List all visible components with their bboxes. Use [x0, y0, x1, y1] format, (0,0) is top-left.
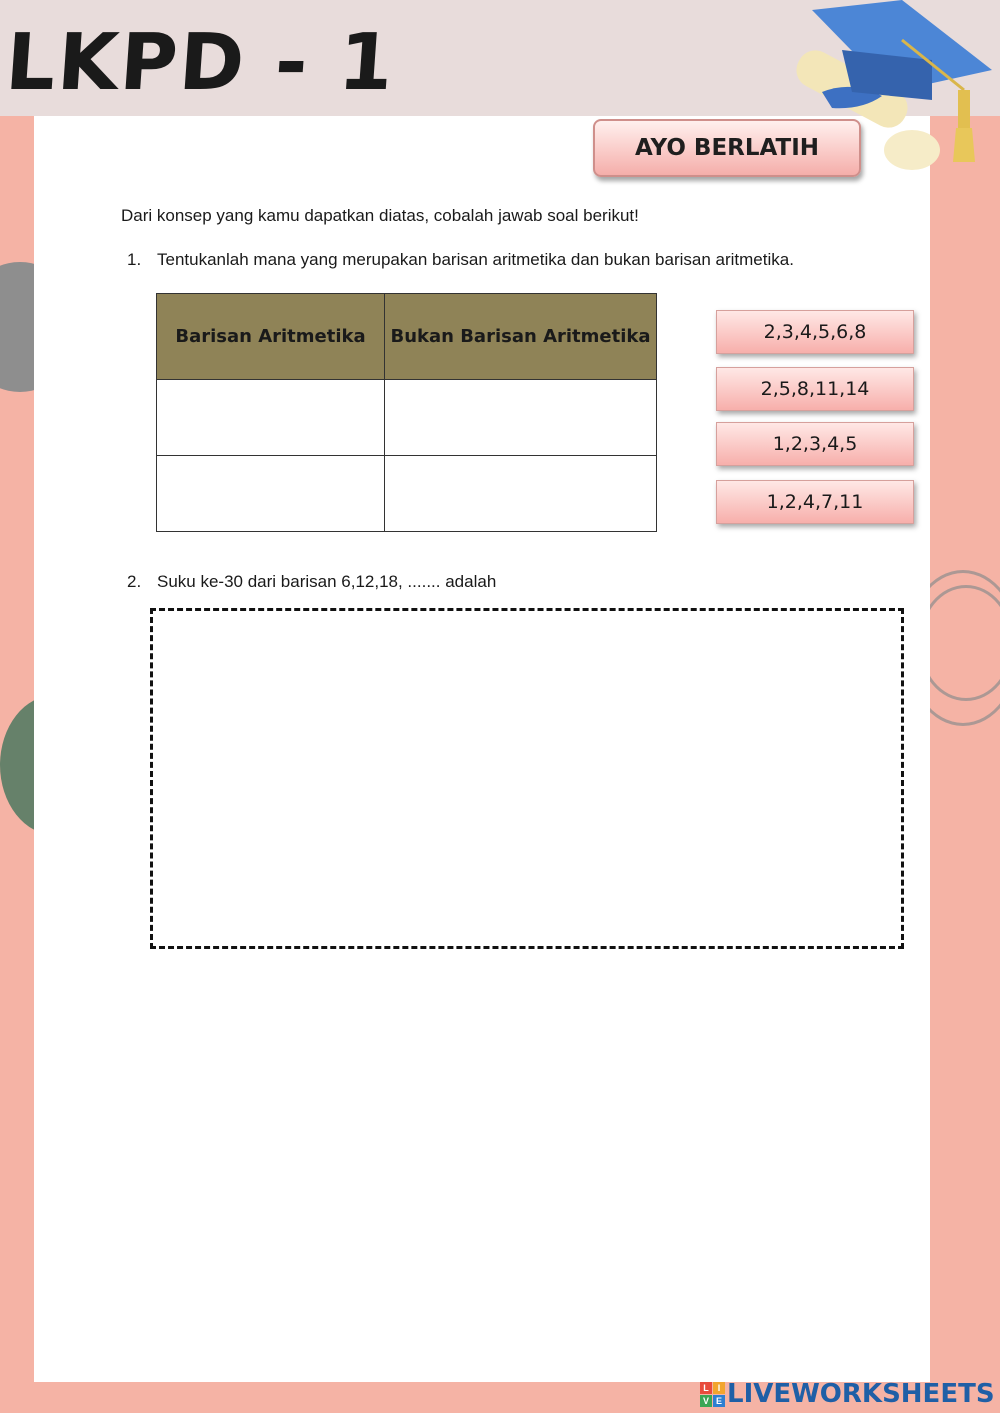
drop-zone-arithmetic[interactable] — [157, 380, 385, 456]
intro-text: Dari konsep yang kamu dapatkan diatas, cobalah jawab soal berikut! — [121, 206, 639, 225]
draggable-sequence-card[interactable]: 1,2,3,4,5 — [716, 422, 914, 466]
brand-name: LIVEWORKSHEETS — [727, 1379, 995, 1409]
liveworksheets-logo-icon: L I V E — [700, 1382, 725, 1407]
column-header-non-arithmetic: Bukan Barisan Aritmetika — [385, 294, 657, 380]
column-header-arithmetic: Barisan Aritmetika — [157, 294, 385, 380]
question-number: 1. — [127, 250, 142, 269]
table-row — [157, 380, 657, 456]
question-text: Tentukanlah mana yang merupakan barisan aritmetika dan bukan barisan aritmetika. — [157, 250, 794, 269]
question-number: 2. — [127, 572, 142, 591]
drop-zone-non-arithmetic[interactable] — [385, 456, 657, 532]
footer-brand — [700, 1378, 995, 1410]
question-text: Suku ke-30 dari barisan 6,12,18, ....... adalah — [157, 572, 497, 591]
drop-zone-arithmetic[interactable] — [157, 456, 385, 532]
draggable-sequence-card[interactable]: 2,3,4,5,6,8 — [716, 310, 914, 354]
page-title: LKPD - 1 — [2, 18, 399, 108]
drop-zone-non-arithmetic[interactable] — [385, 380, 657, 456]
answer-box[interactable] — [150, 608, 904, 949]
question-2 — [127, 572, 496, 592]
draggable-sequence-card[interactable]: 2,5,8,11,14 — [716, 367, 914, 411]
table-row — [157, 456, 657, 532]
question-1 — [127, 250, 794, 270]
classification-table — [156, 293, 657, 532]
draggable-sequence-card[interactable]: 1,2,4,7,11 — [716, 480, 914, 524]
section-badge: AYO BERLATIH — [593, 119, 861, 177]
